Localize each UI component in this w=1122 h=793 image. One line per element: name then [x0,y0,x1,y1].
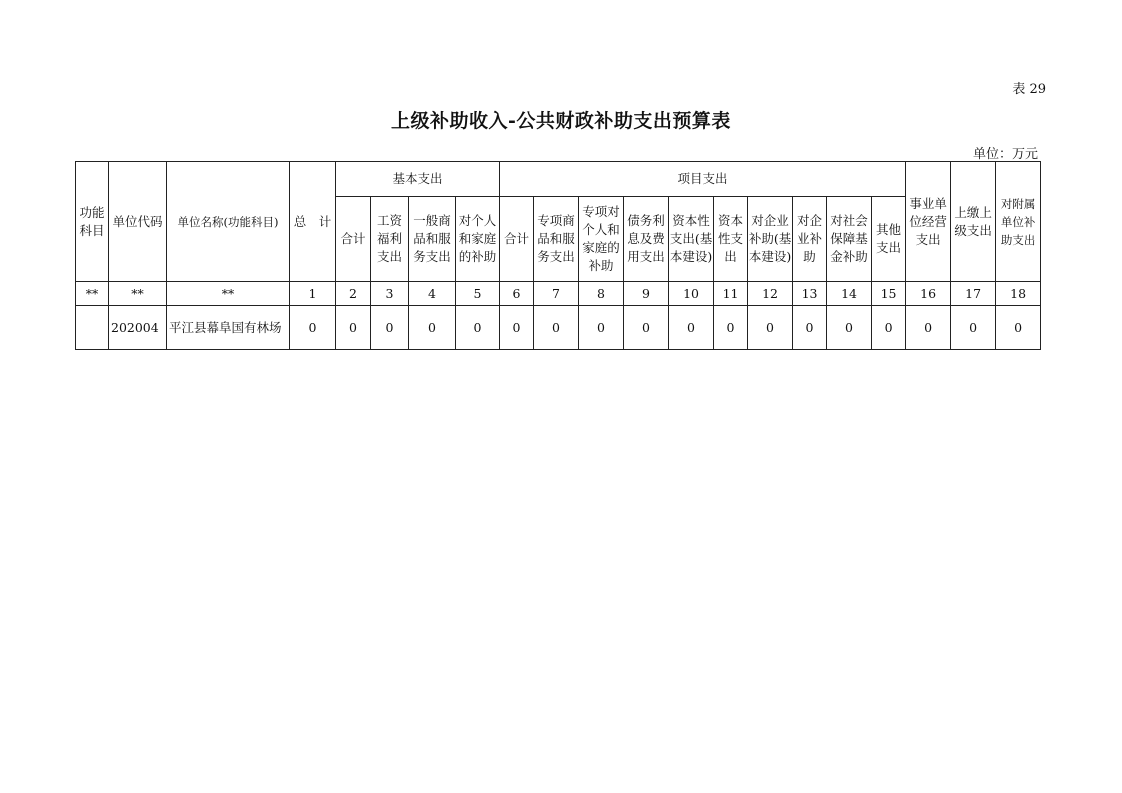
header-basic-subtotal: 合计 [336,197,371,282]
header-business: 事业单位经营支出 [906,162,951,282]
numbering-cell: 17 [951,282,996,306]
numbering-cell: 4 [409,282,456,306]
numbering-cell: 1 [290,282,336,306]
header-project-subtotal: 合计 [500,197,534,282]
row-value-cell: 0 [827,306,872,350]
header-project-debt: 债务利息及费用支出 [624,197,669,282]
row-value-cell: 0 [906,306,951,350]
row-value-cell: 0 [579,306,624,350]
numbering-cell: 3 [371,282,409,306]
row-value-cell: 0 [872,306,906,350]
header-basic-group: 基本支出 [336,162,500,197]
header-unit-name: 单位名称(功能科目) [167,162,290,282]
row-value-cell: 0 [290,306,336,350]
row-func-subject [76,306,109,350]
numbering-cell: ** [76,282,109,306]
numbering-cell: 5 [456,282,500,306]
row-value-cell: 0 [624,306,669,350]
numbering-cell: ** [109,282,167,306]
header-basic-goods: 一般商品和服务支出 [409,197,456,282]
numbering-cell: 8 [579,282,624,306]
numbering-cell: 2 [336,282,371,306]
numbering-cell: 10 [669,282,714,306]
row-value-cell: 0 [996,306,1041,350]
header-upper: 上缴上级支出 [951,162,996,282]
header-basic-personal: 对个人和家庭的补助 [456,197,500,282]
numbering-cell: 15 [872,282,906,306]
header-project-personal: 专项对个人和家庭的补助 [579,197,624,282]
header-project-enterprise: 对企业补助 [793,197,827,282]
header-project-capital-basic: 资本性支出(基本建设) [669,197,714,282]
row-value-cell: 0 [669,306,714,350]
row-unit-code: 202004 [109,306,167,350]
row-value-cell: 0 [456,306,500,350]
row-unit-name: 平江县幕阜国有林场 [167,306,290,350]
unit-label: 单位：万元 [972,147,1038,162]
numbering-row [76,282,1041,306]
row-value-cell: 0 [534,306,579,350]
page-title: 上级补助收入-公共财政补助支出预算表 [391,110,731,132]
numbering-cell: 12 [748,282,793,306]
header-basic-salary: 工资福利支出 [371,197,409,282]
header-unit-code: 单位代码 [109,162,167,282]
table-number: 表 29 [1012,82,1046,97]
row-value-cell: 0 [793,306,827,350]
header-project-group: 项目支出 [500,162,906,197]
numbering-cell: 7 [534,282,579,306]
numbering-cell: 18 [996,282,1041,306]
row-value-cell: 0 [336,306,371,350]
row-value-cell: 0 [951,306,996,350]
header-project-enterprise-basic: 对企业补助(基本建设) [748,197,793,282]
header-project-social: 对社会保障基金补助 [827,197,872,282]
numbering-cell: 14 [827,282,872,306]
row-value-cell: 0 [371,306,409,350]
numbering-cell: 13 [793,282,827,306]
header-project-goods: 专项商品和服务支出 [534,197,579,282]
row-value-cell: 0 [748,306,793,350]
row-value-cell: 0 [714,306,748,350]
numbering-cell: 6 [500,282,534,306]
numbering-cell: 11 [714,282,748,306]
numbering-cell: 16 [906,282,951,306]
header-project-capital: 资本性支出 [714,197,748,282]
header-row-groups [76,162,1041,197]
table-row [76,306,1041,350]
row-value-cell: 0 [500,306,534,350]
header-project-other: 其他支出 [872,197,906,282]
numbering-cell: 9 [624,282,669,306]
numbering-cell: ** [167,282,290,306]
row-value-cell: 0 [409,306,456,350]
budget-table [75,161,1041,350]
header-affiliated: 对附属单位补助支出 [996,162,1041,282]
header-total: 总 计 [290,162,336,282]
header-func-subject: 功能科目 [76,162,109,282]
